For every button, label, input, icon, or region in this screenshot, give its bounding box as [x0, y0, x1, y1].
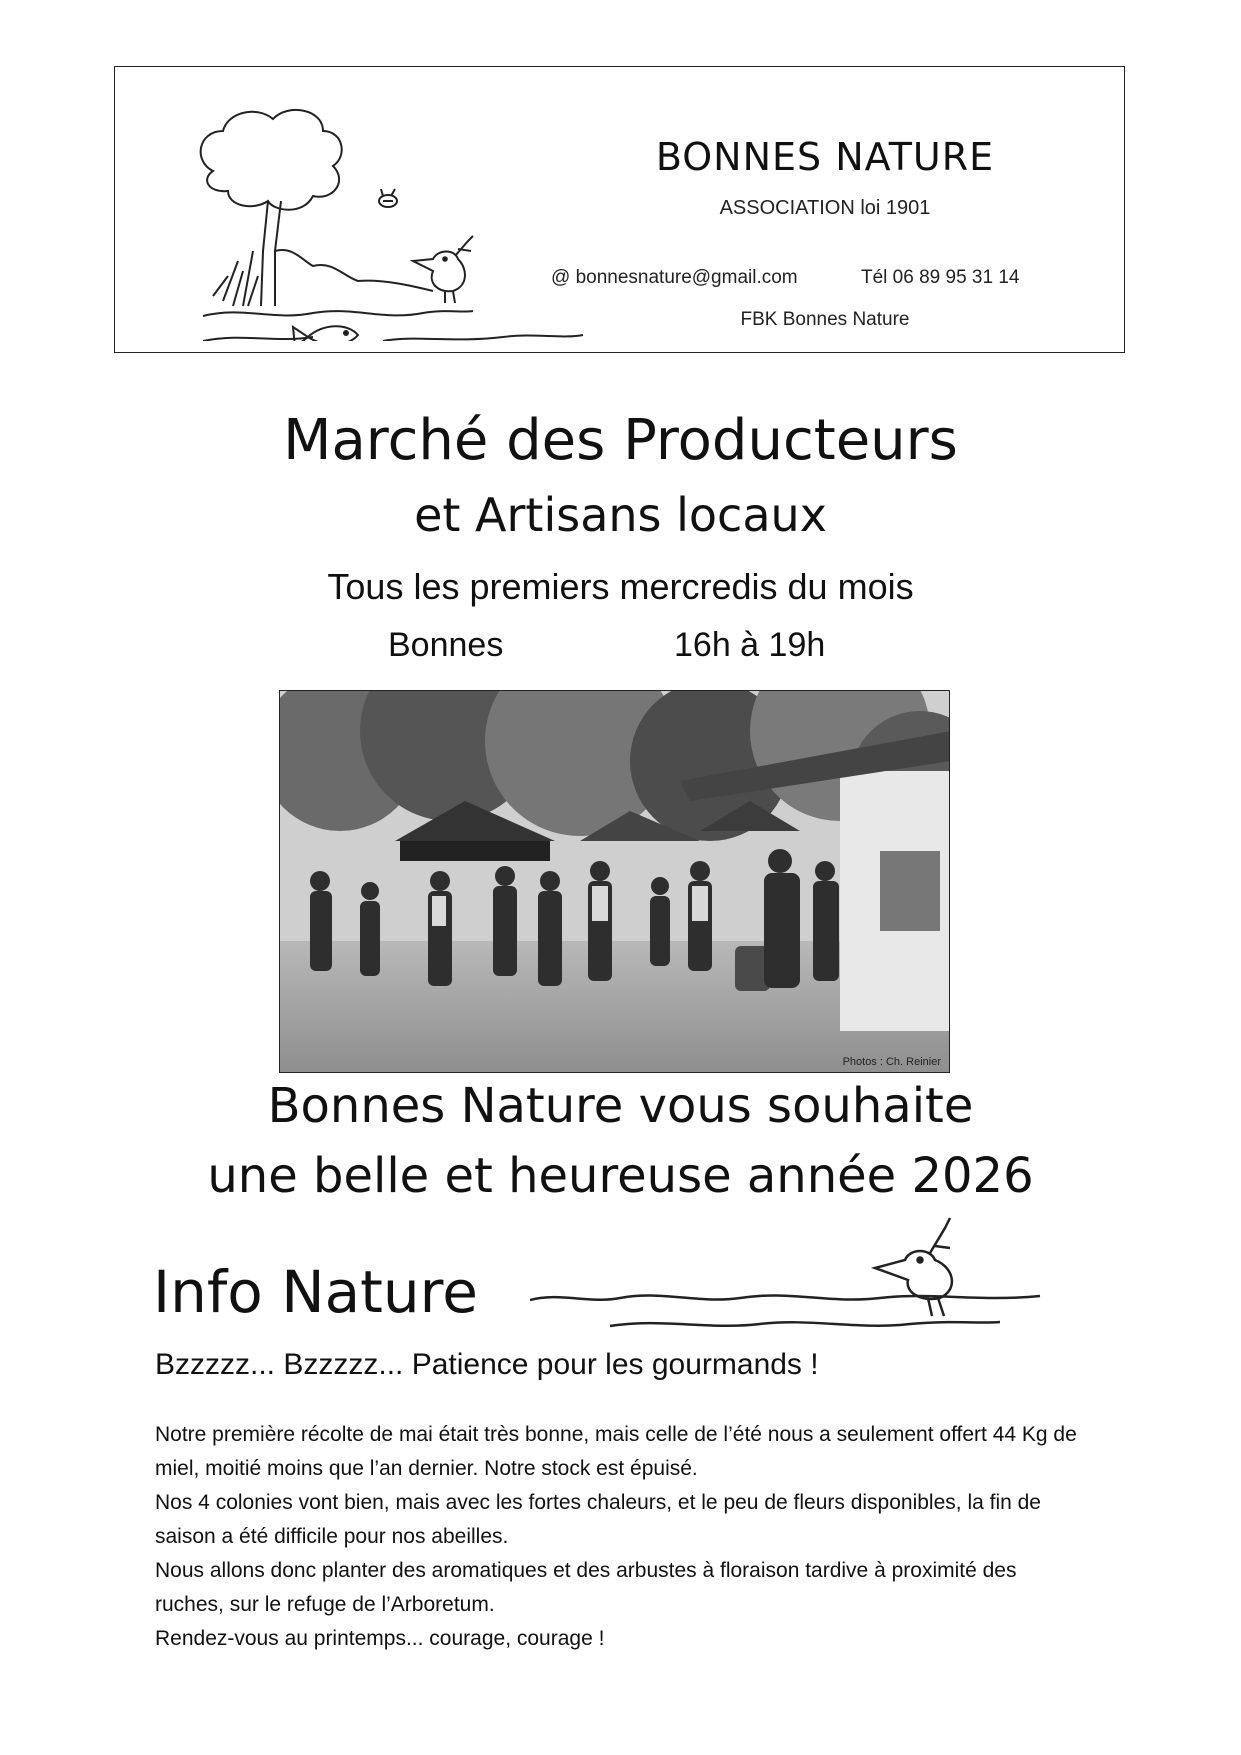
info-title: Info Nature	[153, 1258, 478, 1326]
contact-line	[551, 267, 1111, 289]
market-schedule: Tous les premiers mercredis du mois	[327, 566, 914, 607]
org-name: BONNES NATURE	[655, 135, 995, 179]
facebook-link[interactable]: FBK Bonnes Nature	[740, 309, 910, 330]
info-paragraph: Nos 4 colonies vont bien, mais avec les fortes chaleurs, et le peu de fleurs disponibles, la fin de saison a été difficile pour nos abeilles.	[155, 1491, 1041, 1548]
info-paragraph: Rendez-vous au printemps... courage, courage !	[155, 1627, 605, 1650]
info-paragraph: Nous allons donc planter des aromatiques et des arbustes à floraison tardive à proximité des ruches, sur le refuge de l’Arboretum.	[155, 1559, 1017, 1616]
tree-bird-fish-logo-icon	[183, 101, 593, 341]
org-subtitle: ASSOCIATION loi 1901	[719, 197, 931, 219]
wish-line-1: Bonnes Nature vous souhaite	[267, 1078, 974, 1134]
market-location: Bonnes	[388, 626, 504, 664]
header-box	[114, 66, 1125, 353]
photo-credit: Photos : Ch. Reinier	[842, 1056, 941, 1068]
market-subtitle: et Artisans locaux	[414, 488, 827, 542]
email-link[interactable]: @ bonnesnature@gmail.com	[551, 267, 798, 288]
bird-waves-icon	[530, 1208, 1090, 1338]
market-photo	[279, 690, 950, 1073]
market-hours: 16h à 19h	[674, 626, 826, 664]
wish-line-2: une belle et heureuse année 2026	[207, 1148, 1034, 1204]
market-title: Marché des Producteurs	[283, 408, 958, 473]
phone-number: Tél 06 89 95 31 14	[861, 267, 1020, 288]
info-subtitle: Bzzzzz... Bzzzzz... Patience pour les gourmands !	[155, 1348, 819, 1381]
market-scene-image	[280, 691, 950, 1073]
info-body	[155, 1418, 1085, 1656]
info-paragraph: Notre première récolte de mai était très bonne, mais celle de l’été nous a seulement offert 44 Kg de miel, moitié moins que l’an dernier. Notre stock est épuisé.	[155, 1423, 1077, 1480]
